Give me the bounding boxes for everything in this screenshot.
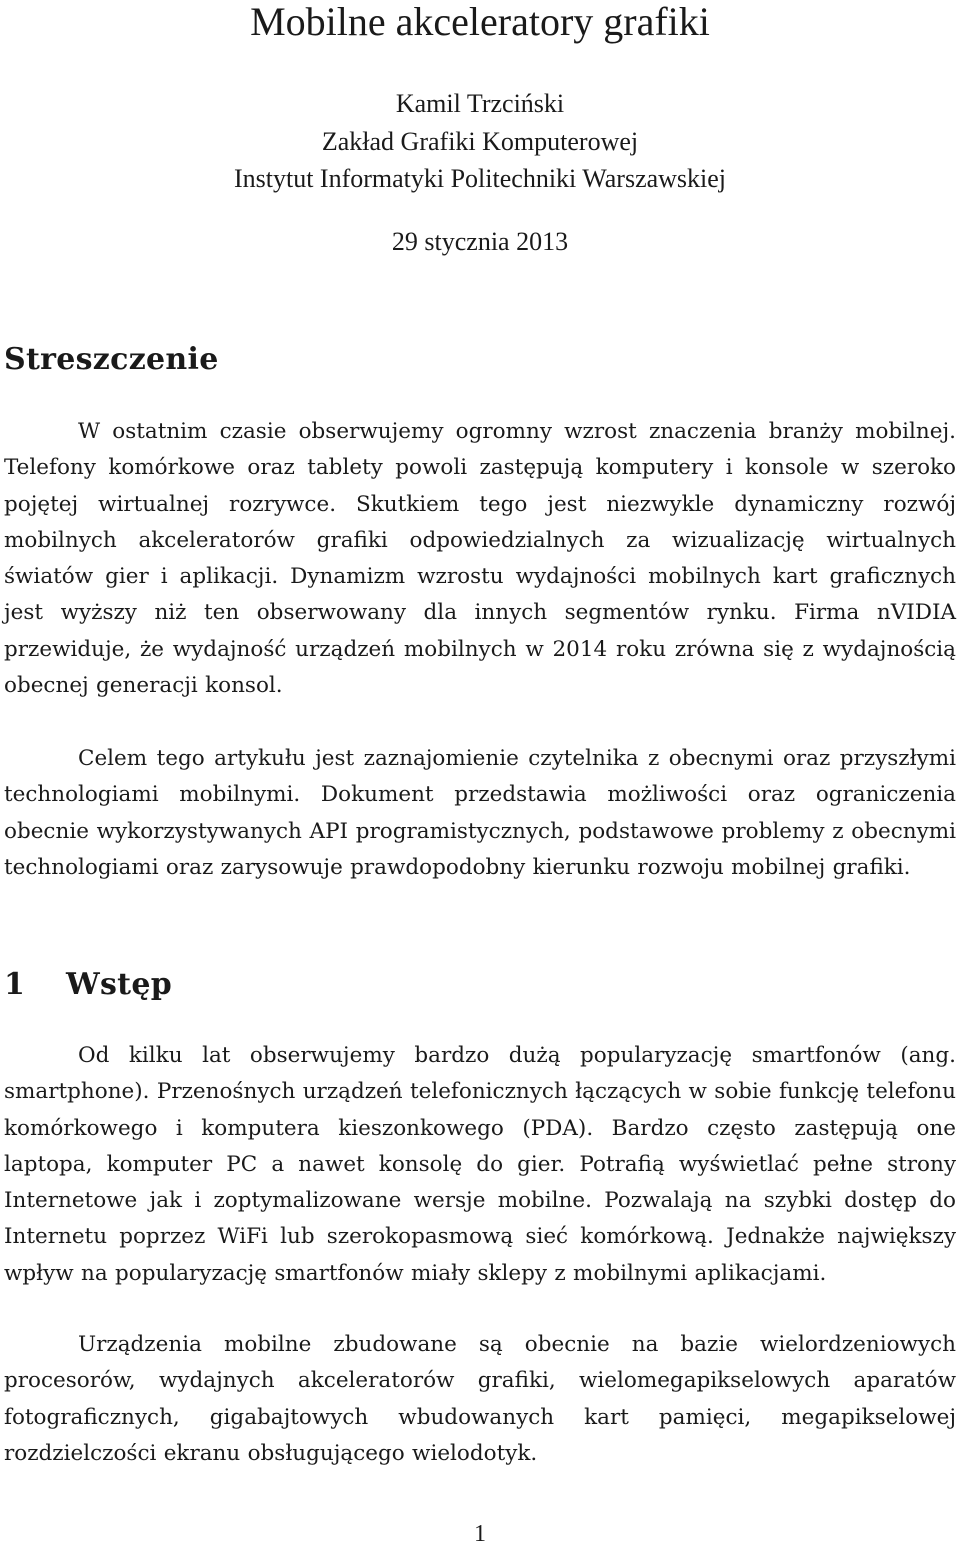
section-number: 1 xyxy=(4,967,26,1002)
section-paragraph-1: Od kilku lat obserwujemy bardzo dużą popularyzację smartfonów (ang. smartphone). Przenośnych urządzeń telefonicznych łączących w sobie funkcję telefonu komórkowego i komputera kieszonkowego (PDA). Bardzo często zastępują one laptopa, komputer PC a nawet konsolę do gier. Potrafią wyświetlać pełne strony Internetowe jak i zoptymalizowane wersje mobilne. Pozwalają na szybki dostęp do Internetu poprzez WiFi lub szerokopasmową sieć komórkową. Jednakże największy wpływ na popularyzację smartfonów miały sklepy z mobilnymi aplikacjami. xyxy=(4,1043,956,1286)
section-title: Wstęp xyxy=(66,967,173,1002)
section-heading xyxy=(4,967,173,1002)
document-title: Mobilne akceleratory grafiki xyxy=(250,0,710,44)
institute-name: Instytut Informatyki Politechniki Warszawskiej xyxy=(233,164,727,193)
department-name: Zakład Grafiki Komputerowej xyxy=(321,127,639,156)
author-name: Kamil Trzciński xyxy=(395,89,565,118)
section-paragraph-2: Urządzenia mobilne zbudowane są obecnie na bazie wielordzeniowych procesorów, wydajnych akceleratorów grafiki, wielomegapikselowych aparatów fotograficznych, gigabajtowych wbudowanych kart pamięci, megapikselowej rozdzielczości ekranu obsługującego wielodotyk. xyxy=(4,1332,956,1466)
abstract-heading: Streszczenie xyxy=(4,342,219,377)
page-number: 1 xyxy=(474,1521,486,1547)
abstract-paragraph-2: Celem tego artykułu jest zaznajomienie czytelnika z obecnymi oraz przyszłymi technologiami mobilnymi. Dokument przedstawia możliwości oraz ograniczenia obecnie wykorzystywanych API programistycznych, podstawowe problemy z obecnymi technologiami oraz zarysowuje prawdopodobny kierunku rozwoju mobilnej grafiki. xyxy=(4,746,956,880)
document-date: 29 stycznia 2013 xyxy=(391,227,569,256)
abstract-paragraph-1: W ostatnim czasie obserwujemy ogromny wzrost znaczenia branży mobilnej. Telefony komórkowe oraz tablety powoli zastępują komputery i konsole w szeroko pojętej wirtualnej rozrywce. Skutkiem tego jest niezwykle dynamiczny rozwój mobilnych akceleratorów grafiki odpowiedzialnych za wizualizację wirtualnych światów gier i aplikacji. Dynamizm wzrostu wydajności mobilnych kart graficznych jest wyższy niż ten obserwowany dla innych segmentów rynku. Firma nVIDIA przewiduje, że wydajność urządzeń mobilnych w 2014 roku zrówna się z wydajnością obecnej generacji konsol. xyxy=(4,419,956,699)
